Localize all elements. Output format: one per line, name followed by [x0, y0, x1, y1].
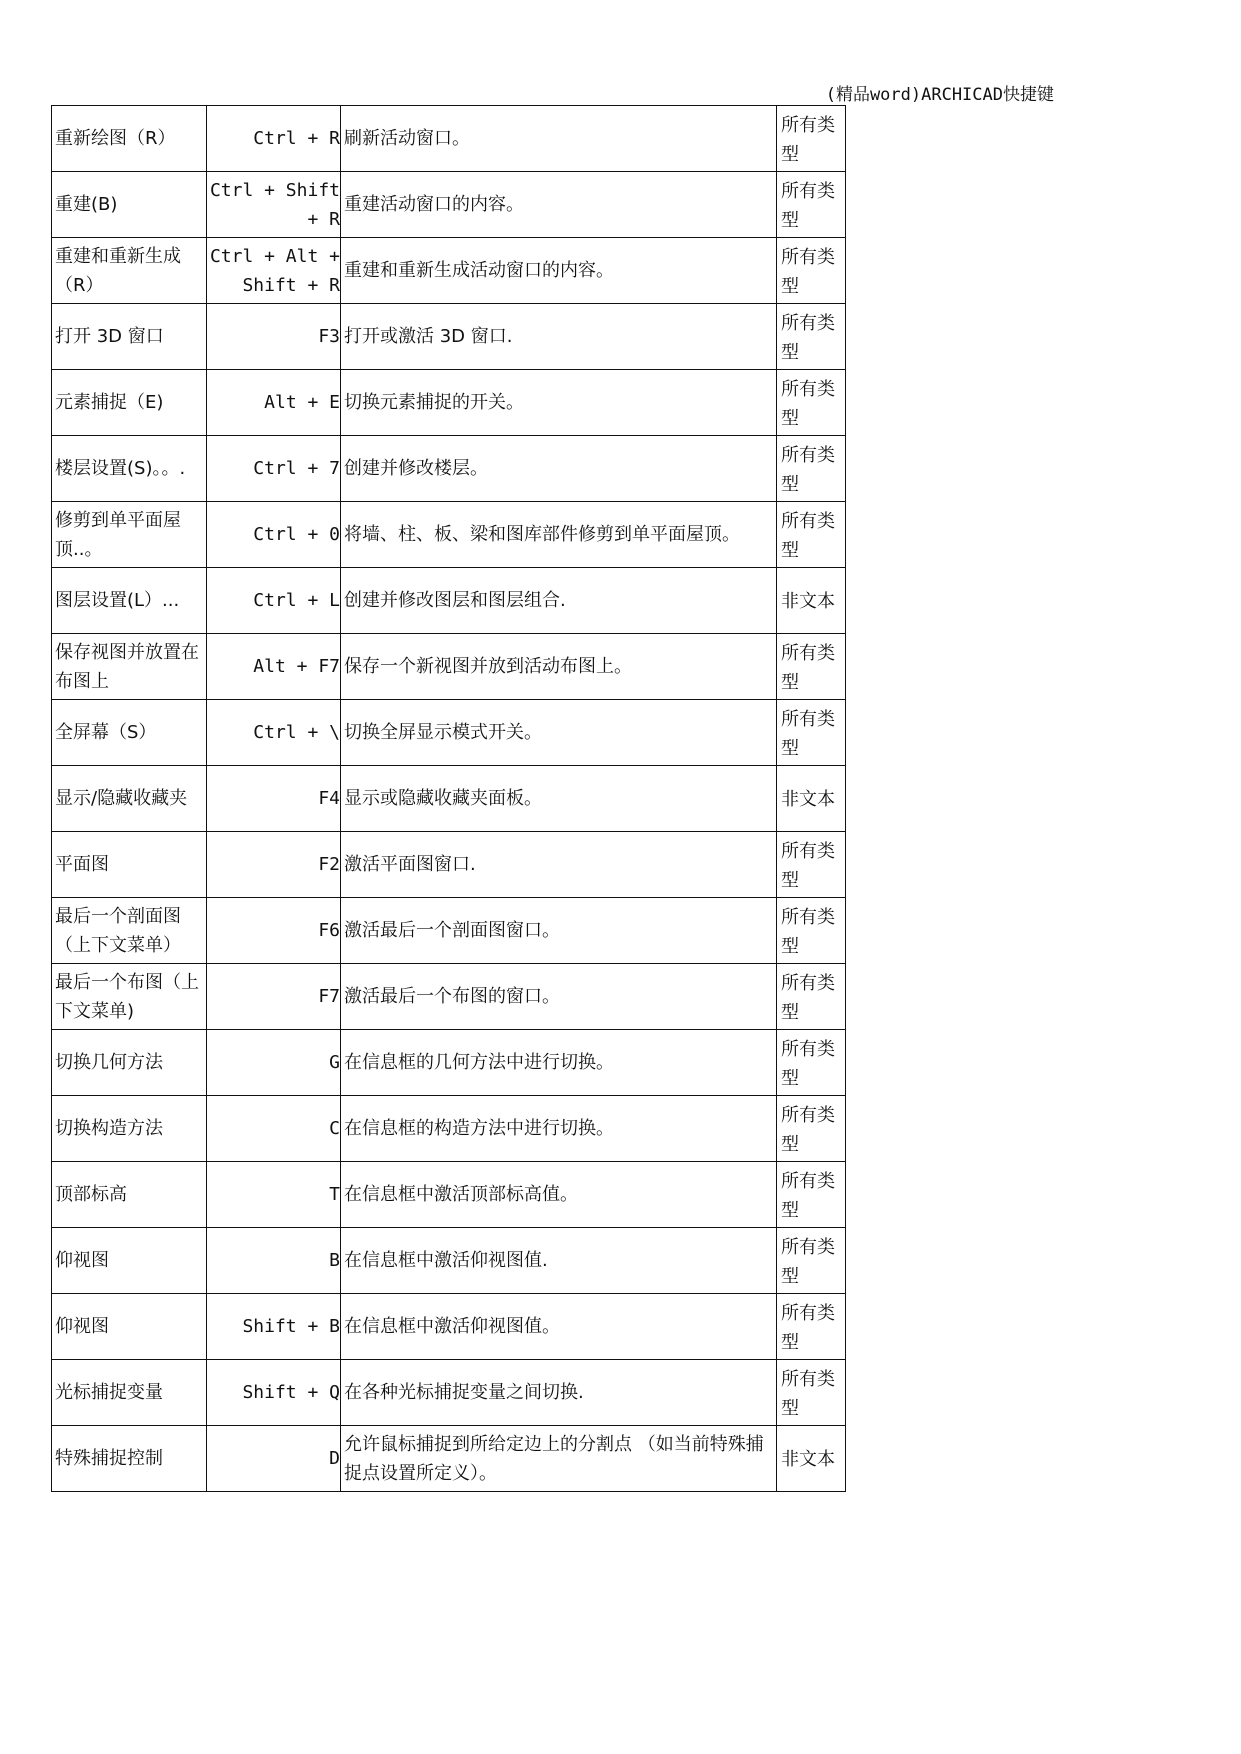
shortcut-key-cell: Shift + B [207, 1294, 341, 1360]
description-cell: 允许鼠标捕捉到所给定边上的分割点 （如当前特殊捕捉点设置所定义）。 [341, 1426, 777, 1492]
table-row [52, 1228, 846, 1294]
command-name-cell: 重建和重新生成（R） [52, 238, 207, 304]
shortcut-table-body [52, 106, 846, 1492]
type-cell: 所有类型 [777, 700, 846, 766]
table-row [52, 1096, 846, 1162]
shortcut-key-cell: C [207, 1096, 341, 1162]
command-name-cell: 最后一个剖面图（上下文菜单） [52, 898, 207, 964]
description-cell: 激活最后一个剖面图窗口。 [341, 898, 777, 964]
description-cell: 创建并修改图层和图层组合. [341, 568, 777, 634]
shortcut-key-cell: B [207, 1228, 341, 1294]
type-cell: 所有类型 [777, 1030, 846, 1096]
page-header: (精品word)ARCHICAD快捷键 [825, 85, 1054, 105]
description-cell: 在各种光标捕捉变量之间切换. [341, 1360, 777, 1426]
description-cell: 创建并修改楼层。 [341, 436, 777, 502]
shortcut-key-cell: Ctrl + 7 [207, 436, 341, 502]
shortcut-key-cell: F3 [207, 304, 341, 370]
type-cell: 非文本 [777, 568, 846, 634]
description-cell: 显示或隐藏收藏夹面板。 [341, 766, 777, 832]
description-cell: 打开或激活 3D 窗口. [341, 304, 777, 370]
shortcut-key-cell: Ctrl + L [207, 568, 341, 634]
type-cell: 所有类型 [777, 436, 846, 502]
type-cell: 所有类型 [777, 238, 846, 304]
shortcut-key-cell: Alt + F7 [207, 634, 341, 700]
shortcut-key-cell: Ctrl + \ [207, 700, 341, 766]
command-name-cell: 切换几何方法 [52, 1030, 207, 1096]
table-row [52, 106, 846, 172]
command-name-cell: 重建(B) [52, 172, 207, 238]
description-cell: 在信息框的几何方法中进行切换。 [341, 1030, 777, 1096]
table-row [52, 1294, 846, 1360]
command-name-cell: 保存视图并放置在布图上 [52, 634, 207, 700]
shortcut-key-cell: Ctrl + 0 [207, 502, 341, 568]
description-cell: 重建活动窗口的内容。 [341, 172, 777, 238]
type-cell: 所有类型 [777, 1162, 846, 1228]
command-name-cell: 图层设置(L）... [52, 568, 207, 634]
command-name-cell: 全屏幕（S） [52, 700, 207, 766]
description-cell: 将墙、柱、板、梁和图库部件修剪到单平面屋顶。 [341, 502, 777, 568]
description-cell: 在信息框中激活顶部标高值。 [341, 1162, 777, 1228]
shortcut-key-cell: Alt + E [207, 370, 341, 436]
table-row [52, 568, 846, 634]
description-cell: 重建和重新生成活动窗口的内容。 [341, 238, 777, 304]
command-name-cell: 打开 3D 窗口 [52, 304, 207, 370]
table-row [52, 634, 846, 700]
command-name-cell: 楼层设置(S)。。. [52, 436, 207, 502]
command-name-cell: 平面图 [52, 832, 207, 898]
type-cell: 所有类型 [777, 106, 846, 172]
shortcut-key-cell: Ctrl + Alt + Shift + R [207, 238, 341, 304]
command-name-cell: 光标捕捉变量 [52, 1360, 207, 1426]
shortcut-key-cell: F6 [207, 898, 341, 964]
table-row [52, 700, 846, 766]
type-cell: 所有类型 [777, 1096, 846, 1162]
type-cell: 所有类型 [777, 898, 846, 964]
shortcut-key-cell: G [207, 1030, 341, 1096]
type-cell: 所有类型 [777, 964, 846, 1030]
type-cell: 所有类型 [777, 1228, 846, 1294]
shortcut-key-cell: Shift + Q [207, 1360, 341, 1426]
command-name-cell: 仰视图 [52, 1294, 207, 1360]
description-cell: 刷新活动窗口。 [341, 106, 777, 172]
type-cell: 非文本 [777, 766, 846, 832]
type-cell: 所有类型 [777, 832, 846, 898]
shortcut-key-cell: Ctrl + Shift + R [207, 172, 341, 238]
table-row [52, 502, 846, 568]
command-name-cell: 特殊捕捉控制 [52, 1426, 207, 1492]
command-name-cell: 最后一个布图（上下文菜单) [52, 964, 207, 1030]
description-cell: 保存一个新视图并放到活动布图上。 [341, 634, 777, 700]
type-cell: 所有类型 [777, 172, 846, 238]
type-cell: 所有类型 [777, 370, 846, 436]
description-cell: 切换全屏显示模式开关。 [341, 700, 777, 766]
shortcut-key-cell: Ctrl + R [207, 106, 341, 172]
description-cell: 激活平面图窗口. [341, 832, 777, 898]
table-row [52, 304, 846, 370]
command-name-cell: 元素捕捉（E) [52, 370, 207, 436]
table-row [52, 898, 846, 964]
table-row [52, 1162, 846, 1228]
command-name-cell: 显示/隐藏收藏夹 [52, 766, 207, 832]
table-row [52, 832, 846, 898]
command-name-cell: 重新绘图（R） [52, 106, 207, 172]
table-row [52, 766, 846, 832]
table-row [52, 238, 846, 304]
shortcut-key-cell: F2 [207, 832, 341, 898]
description-cell: 激活最后一个布图的窗口。 [341, 964, 777, 1030]
description-cell: 在信息框中激活仰视图值. [341, 1228, 777, 1294]
description-cell: 切换元素捕捉的开关。 [341, 370, 777, 436]
shortcut-key-cell: F7 [207, 964, 341, 1030]
shortcut-key-cell: D [207, 1426, 341, 1492]
shortcut-key-cell: F4 [207, 766, 341, 832]
command-name-cell: 修剪到单平面屋顶..。 [52, 502, 207, 568]
shortcut-key-cell: T [207, 1162, 341, 1228]
table-row [52, 1360, 846, 1426]
table-row [52, 1030, 846, 1096]
table-row [52, 1426, 846, 1492]
type-cell: 所有类型 [777, 634, 846, 700]
table-row [52, 370, 846, 436]
command-name-cell: 仰视图 [52, 1228, 207, 1294]
command-name-cell: 切换构造方法 [52, 1096, 207, 1162]
command-name-cell: 顶部标高 [52, 1162, 207, 1228]
table-row [52, 436, 846, 502]
type-cell: 所有类型 [777, 502, 846, 568]
description-cell: 在信息框中激活仰视图值。 [341, 1294, 777, 1360]
type-cell: 所有类型 [777, 1360, 846, 1426]
table-row [52, 172, 846, 238]
shortcut-table [51, 105, 846, 1492]
type-cell: 所有类型 [777, 304, 846, 370]
type-cell: 非文本 [777, 1426, 846, 1492]
type-cell: 所有类型 [777, 1294, 846, 1360]
table-row [52, 964, 846, 1030]
description-cell: 在信息框的构造方法中进行切换。 [341, 1096, 777, 1162]
